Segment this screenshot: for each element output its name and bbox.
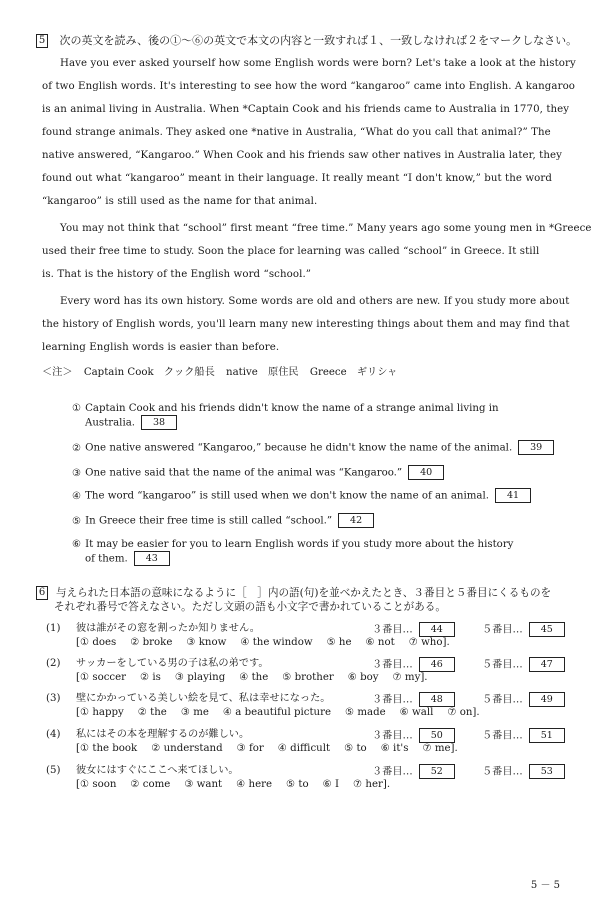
third-label: ３番目… [372, 730, 413, 742]
reorder-item-2 [46, 657, 553, 685]
option: ③ playing [174, 672, 226, 683]
statement-text-cont: Australia. [85, 417, 136, 429]
fifth-label: ５番目… [482, 766, 523, 778]
answer-box-fifth[interactable]: 51 [529, 728, 565, 743]
reorder-item-4 [46, 728, 553, 756]
word-options [46, 778, 404, 792]
statement-3 [72, 465, 444, 480]
item-number: (1) [46, 623, 61, 634]
option: ② is [140, 672, 161, 683]
statement-2 [72, 440, 554, 455]
q5-instruction: 次の英文を読み、後の①～⑥の英文で本文の内容と一致すれば１、一致しなければ２をマークしなさい。 [59, 34, 578, 47]
option: ⑦ on]. [447, 707, 480, 718]
reorder-item-5 [46, 764, 553, 792]
statement-mark: ③ [72, 467, 82, 479]
option: ⑥ it's [380, 743, 409, 754]
statement-text: In Greece their free time is still called “school.” [85, 515, 333, 527]
option: ⑦ who]. [408, 637, 450, 648]
item-number: (5) [46, 765, 61, 776]
word-options [46, 706, 494, 720]
statement-mark: ⑤ [72, 515, 82, 527]
passage-line: is. That is the history of the English word “school.” [42, 269, 312, 280]
option: ② the [137, 707, 167, 718]
statement-6 [72, 538, 513, 566]
option: ③ know [186, 637, 227, 648]
fifth-label: ５番目… [482, 694, 523, 706]
statement-text-cont: of them. [85, 553, 128, 565]
option: [① happy [76, 707, 124, 718]
statement-mark: ② [72, 442, 82, 454]
option: ④ the [239, 672, 269, 683]
option: ④ here [236, 779, 273, 790]
q5-number-box: 5 [36, 34, 48, 48]
passage-line: native answered, “Kangaroo.” When Cook and his friends saw other natives in Australia later, they [42, 150, 563, 161]
statement-mark: ① [72, 403, 82, 414]
passage-line: Have you ever asked yourself how some English words were born? Let's take a look at the history [60, 58, 576, 69]
statement-text: The word “kangaroo” is still used when we don't know the name of an animal. [85, 490, 489, 502]
statement-4 [72, 488, 531, 503]
option: [① soon [76, 779, 117, 790]
statement-text: One native said that the name of the animal was “Kangaroo.” [85, 467, 403, 479]
answer-box-fifth[interactable]: 47 [529, 657, 565, 672]
item-japanese: 彼は誰がその窓を割ったか知りません。 [76, 623, 260, 634]
option: ④ a beautiful picture [222, 707, 331, 718]
fifth-label: ５番目… [482, 659, 523, 671]
page-number: 5 － 5 [530, 880, 560, 891]
passage-line: used their free time to study. Soon the place for learning was called “school” in Greece. It still [42, 246, 540, 257]
vocab-notes [42, 363, 405, 378]
passage-line: found strange animals. They asked one *native in Australia, “What do you call that animal?” The [42, 127, 551, 138]
item-number: (4) [46, 729, 61, 740]
option: ④ the window [240, 637, 313, 648]
note-item: native 原住民 [226, 367, 299, 378]
option: ⑦ my]. [392, 672, 428, 683]
word-options [46, 742, 472, 756]
third-label: ３番目… [372, 659, 413, 671]
statement-mark: ⑥ [72, 539, 82, 550]
option: ⑤ to [286, 779, 309, 790]
answer-box[interactable]: 43 [134, 551, 170, 566]
option: [① does [76, 637, 117, 648]
answer-box[interactable]: 42 [338, 513, 374, 528]
answer-box-fifth[interactable]: 53 [529, 764, 565, 779]
option: ⑦ me]. [422, 743, 458, 754]
answer-box-third[interactable]: 44 [419, 622, 455, 637]
option: ⑥ boy [347, 672, 379, 683]
option: ⑥ wall [399, 707, 434, 718]
option: ③ me [180, 707, 209, 718]
item-number: (3) [46, 693, 61, 704]
note-item: Captain Cook クック船長 [83, 367, 215, 378]
option: ③ for [236, 743, 264, 754]
answer-box-third[interactable]: 48 [419, 692, 455, 707]
answer-box-fifth[interactable]: 45 [529, 622, 565, 637]
option: [① soccer [76, 672, 127, 683]
answer-box[interactable]: 41 [495, 488, 531, 503]
passage-line: of two English words. It's interesting to see how the word “kangaroo” came into English. A kangaroo [42, 81, 576, 92]
passage-line: found out what “kangaroo” meant in their language. It really meant “I don't know,” but the word [42, 173, 552, 184]
statement-5 [72, 513, 374, 528]
passage-line: learning English words is easier than before. [42, 342, 280, 353]
answer-box-third[interactable]: 50 [419, 728, 455, 743]
answer-box-third[interactable]: 46 [419, 657, 455, 672]
word-options [46, 671, 442, 685]
passage-line: “kangaroo” is still used as the name for that animal. [42, 196, 318, 207]
q6-heading [36, 586, 551, 614]
answer-box-fifth[interactable]: 49 [529, 692, 565, 707]
option: ⑥ I [322, 779, 340, 790]
passage-line: You may not think that “school” first meant “free time.” Many years ago some young men in *Greece [60, 223, 592, 234]
statement-text: It may be easier for you to learn English words if you study more about the history [85, 539, 514, 550]
answer-box-third[interactable]: 52 [419, 764, 455, 779]
option: ⑤ brother [282, 672, 334, 683]
item-number: (2) [46, 658, 61, 669]
statement-text: Captain Cook and his friends didn't know the name of a strange animal living in [85, 403, 499, 414]
item-japanese: 彼女にはすぐにここへ来てほしい。 [76, 765, 239, 776]
answer-box[interactable]: 40 [408, 465, 444, 480]
option: ③ want [184, 779, 223, 790]
passage-line: is an animal living in Australia. When *Captain Cook and his friends came to Australia in 1770, they [42, 104, 570, 115]
third-label: ３番目… [372, 694, 413, 706]
statement-text: One native answered “Kangaroo,” because he didn't know the name of the animal. [85, 442, 513, 454]
third-label: ３番目… [372, 766, 413, 778]
fifth-label: ５番目… [482, 730, 523, 742]
statement-mark: ④ [72, 490, 82, 502]
fifth-label: ５番目… [482, 624, 523, 636]
passage-line: the history of English words, you'll learn many new interesting things about them and may find that [42, 319, 570, 330]
reorder-item-3 [46, 692, 553, 720]
option: ⑤ he [326, 637, 352, 648]
item-japanese: サッカーをしている男の子は私の弟です。 [76, 658, 269, 669]
note-item: Greece ギリシャ [309, 367, 398, 378]
third-label: ３番目… [372, 624, 413, 636]
item-japanese: 私にはその本を理解するのが難しい。 [76, 729, 250, 740]
answer-box[interactable]: 39 [518, 440, 554, 455]
word-options [46, 636, 464, 650]
q6-number-box: 6 [36, 586, 48, 600]
reorder-item-1 [46, 622, 553, 650]
option: ⑥ not [365, 637, 395, 648]
q6-instruction-line2: それぞれ番号で答えなさい。ただし文頭の語も小文字で書かれていることがある。 [54, 601, 446, 613]
option: ⑦ her]. [353, 779, 391, 790]
passage-line: Every word has its own history. Some words are old and others are new. If you study more about [60, 296, 570, 307]
option: ② broke [130, 637, 173, 648]
q6-instruction-line1: 与えられた日本語の意味になるように［ ］内の語(句)を並べかえたとき、３番目と５番目にくるものを [56, 587, 552, 599]
statement-1 [72, 402, 499, 430]
option: [① the book [76, 743, 138, 754]
option: ② come [130, 779, 171, 790]
option: ⑤ made [345, 707, 386, 718]
answer-box[interactable]: 38 [141, 415, 177, 430]
notes-label: ＜注＞ [42, 367, 73, 378]
q5-heading [36, 34, 577, 48]
option: ② understand [151, 743, 223, 754]
option: ④ difficult [277, 743, 331, 754]
option: ⑤ to [344, 743, 367, 754]
item-japanese: 壁にかかっている美しい絵を見て、私は幸せになった。 [76, 693, 331, 704]
